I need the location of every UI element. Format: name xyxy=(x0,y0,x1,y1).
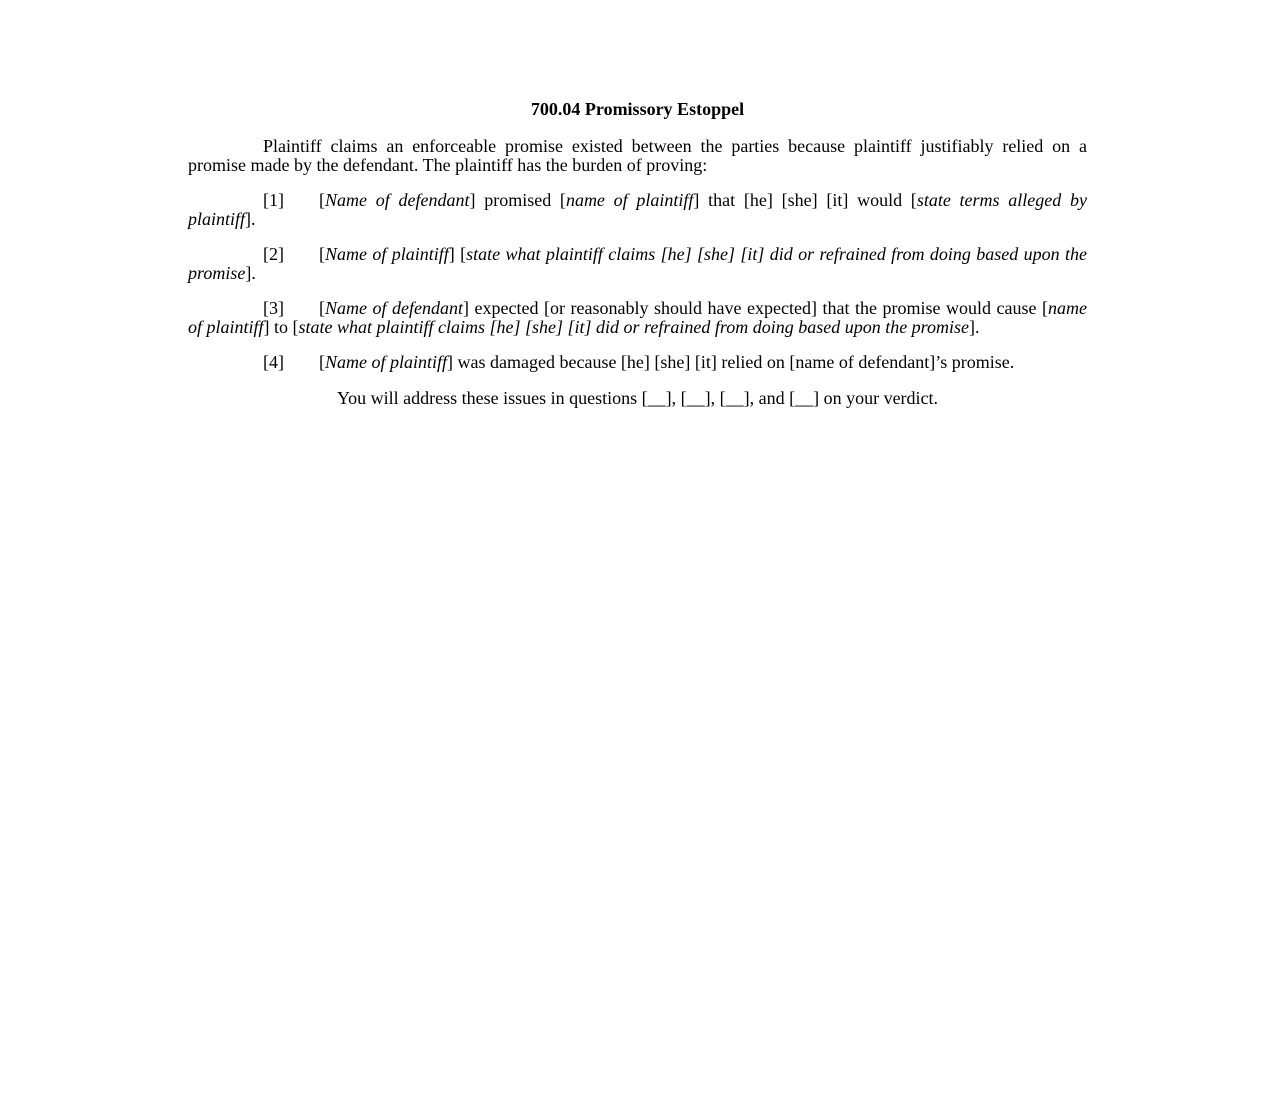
text: ]. xyxy=(969,316,980,337)
element-2 xyxy=(188,245,1087,282)
text: ] promised [ xyxy=(469,190,566,210)
text: [ xyxy=(319,190,325,210)
element-number: [4] xyxy=(263,352,284,372)
placeholder-text: state what plaintiff claims [he] [she] [it] did or refrained from doing based upon the promise xyxy=(188,244,1087,283)
placeholder-text: Name of plaintiff xyxy=(325,352,448,372)
placeholder-text: Name of defendant xyxy=(325,298,464,318)
text: ] [ xyxy=(448,244,467,264)
text: [ xyxy=(319,244,325,264)
text: ] that [he] [she] [it] would [ xyxy=(693,190,917,210)
text: ] to [ xyxy=(263,316,299,337)
element-number: [2] xyxy=(263,244,284,264)
placeholder-text: name of plaintiff xyxy=(188,298,1087,337)
element-number: [1] xyxy=(263,190,284,210)
text: [ xyxy=(319,352,325,372)
placeholder-text: state what plaintiff claims [he] [she] [it] did or refrained from doing based upon the promise xyxy=(298,316,970,337)
placeholder-text: name of plaintiff xyxy=(565,190,694,210)
text: [ xyxy=(319,298,325,318)
closing-paragraph: You will address these issues in questions [__], [__], [__], and [__] on your verdict. xyxy=(336,387,939,408)
text: ]. xyxy=(245,208,256,229)
placeholder-text: state terms alleged by plaintiff xyxy=(188,190,1088,229)
placeholder-text: Name of plaintiff xyxy=(325,244,449,264)
document-page xyxy=(188,98,1087,424)
text: ] was damaged because [he] [she] [it] relied on [name of defendant]’s promise. xyxy=(447,352,1015,372)
element-4 xyxy=(188,353,1087,372)
element-1 xyxy=(188,191,1087,228)
text: ] expected [or reasonably should have expected] that the promise would cause [ xyxy=(463,298,1048,318)
intro-paragraph: Plaintiff claims an enforceable promise existed between the parties because plaintiff justifiably relied on a promise made by the defendant. The plaintiff has the burden of proving: xyxy=(188,136,1087,175)
placeholder-text: Name of defendant xyxy=(325,190,470,210)
element-number: [3] xyxy=(263,298,284,318)
document-title: 700.04 Promissory Estoppel xyxy=(530,99,745,119)
text: ]. xyxy=(245,262,256,283)
element-3 xyxy=(188,299,1087,336)
